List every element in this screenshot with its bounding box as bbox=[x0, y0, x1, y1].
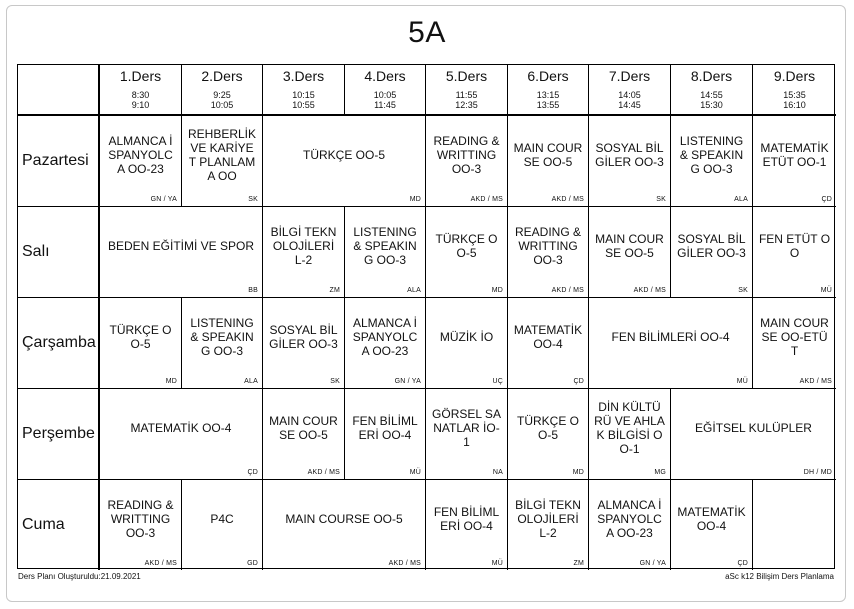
lesson-cell[interactable] bbox=[426, 207, 508, 298]
lesson-teacher: ZM bbox=[329, 287, 340, 294]
period-start-time: 9:25 bbox=[213, 90, 231, 100]
period-end-time: 15:30 bbox=[700, 100, 723, 110]
lesson-teacher: MÜ bbox=[820, 287, 832, 294]
period-start-time: 10:15 bbox=[292, 90, 315, 100]
period-start-time: 14:05 bbox=[618, 90, 641, 100]
day-label: Perşembe bbox=[18, 389, 100, 480]
day-label: Salı bbox=[18, 207, 100, 298]
lesson-subject: FEN ETÜT OO bbox=[758, 232, 831, 260]
lesson-cell[interactable] bbox=[345, 389, 426, 480]
lesson-cell[interactable] bbox=[589, 389, 671, 480]
lesson-teacher: GN / YA bbox=[150, 196, 177, 203]
lesson-cell[interactable] bbox=[100, 480, 182, 570]
period-end-time: 14:45 bbox=[618, 100, 641, 110]
lesson-subject: EĞİTSEL KULÜPLER bbox=[695, 421, 812, 435]
lesson-cell[interactable] bbox=[426, 480, 508, 570]
lesson-subject: MATEMATİK OO-4 bbox=[677, 505, 746, 533]
lesson-teacher: AKD / MS bbox=[551, 196, 584, 203]
lesson-teacher: GD bbox=[247, 560, 258, 567]
lesson-teacher: MD bbox=[491, 287, 503, 294]
lesson-cell[interactable] bbox=[671, 389, 836, 480]
lesson-cell[interactable] bbox=[263, 298, 345, 389]
lesson-teacher: MÜ bbox=[736, 378, 748, 385]
period-name: 2.Ders bbox=[201, 68, 243, 84]
lesson-cell[interactable] bbox=[100, 207, 263, 298]
lesson-teacher: ÇD bbox=[821, 196, 832, 203]
class-title: 5A bbox=[408, 16, 446, 49]
lesson-teacher: AKD / MS bbox=[307, 469, 340, 476]
lesson-teacher: MD bbox=[409, 196, 421, 203]
lesson-teacher: GN / YA bbox=[639, 560, 666, 567]
period-header bbox=[182, 65, 263, 116]
period-start-time: 8:30 bbox=[131, 90, 150, 100]
lesson-subject: GÖRSEL SANATLAR İO-1 bbox=[432, 407, 501, 449]
period-name: 4.Ders bbox=[364, 68, 406, 84]
lesson-teacher: ÇD bbox=[737, 560, 748, 567]
lesson-teacher: NA bbox=[492, 469, 503, 476]
lesson-cell[interactable] bbox=[508, 207, 589, 298]
lesson-subject: MAIN COURSE OO-5 bbox=[269, 414, 338, 442]
period-header bbox=[100, 65, 182, 116]
lesson-cell[interactable] bbox=[508, 480, 589, 570]
period-end-time: 10:05 bbox=[210, 100, 234, 110]
period-end-time: 11:45 bbox=[374, 100, 396, 110]
lesson-teacher: ZM bbox=[573, 560, 584, 567]
lesson-cell[interactable] bbox=[671, 207, 753, 298]
lesson-subject: READING & WRITTING OO-3 bbox=[514, 225, 581, 267]
lesson-cell[interactable] bbox=[182, 298, 263, 389]
lesson-subject: READING & WRITTING OO-3 bbox=[433, 134, 500, 176]
software-credit: aSc k12 Bilişim Ders Planlama bbox=[725, 572, 834, 581]
lesson-subject: MATEMATİK OO-4 bbox=[513, 323, 583, 351]
lesson-teacher: MD bbox=[165, 378, 177, 385]
lesson-subject: LISTENING & SPEAKING OO-3 bbox=[190, 316, 254, 358]
lesson-cell[interactable] bbox=[100, 389, 263, 480]
lesson-teacher: AKD / MS bbox=[633, 287, 666, 294]
period-start-time: 11:55 bbox=[455, 90, 478, 100]
period-start-time: 15:35 bbox=[783, 90, 806, 100]
lesson-teacher: MD bbox=[572, 469, 584, 476]
lesson-subject: TÜRKÇE OO-5 bbox=[109, 323, 172, 351]
created-date: Ders Planı Oluşturuldu:21.09.2021 bbox=[18, 572, 141, 581]
period-header bbox=[508, 65, 589, 116]
lesson-subject: MATEMATİK ETÜT OO-1 bbox=[760, 141, 829, 169]
period-header bbox=[263, 65, 345, 116]
period-name: 9.Ders bbox=[773, 68, 816, 84]
day-label: Cuma bbox=[18, 480, 100, 570]
lesson-cell[interactable] bbox=[100, 298, 182, 389]
lesson-cell[interactable] bbox=[671, 480, 753, 570]
lesson-subject: MAIN COURSE OO-5 bbox=[595, 232, 664, 260]
lesson-cell[interactable] bbox=[345, 207, 426, 298]
lesson-cell[interactable] bbox=[753, 480, 836, 570]
lesson-subject: MAIN COURSE OO-ETÜT bbox=[760, 316, 829, 358]
lesson-subject: BİLGİ TEKNOLOJİLERİ L-2 bbox=[515, 498, 581, 540]
lesson-subject: ALMANCA İSPANYOLCA OO-23 bbox=[352, 316, 418, 358]
lesson-teacher: MÜ bbox=[491, 560, 503, 567]
lesson-cell[interactable] bbox=[100, 116, 182, 207]
period-end-time: 13:55 bbox=[536, 100, 560, 110]
lesson-teacher: SK bbox=[656, 196, 666, 203]
lesson-subject: FEN BİLİMLERİ OO-4 bbox=[433, 505, 500, 533]
period-name: 7.Ders bbox=[608, 68, 651, 84]
lesson-cell[interactable] bbox=[508, 298, 589, 389]
lesson-subject: TÜRKÇE OO-5 bbox=[302, 148, 385, 162]
lesson-teacher: SK bbox=[248, 196, 258, 203]
lesson-subject: MAIN COURSE OO-5 bbox=[513, 141, 583, 169]
day-label: Pazartesi bbox=[18, 116, 100, 207]
period-header bbox=[589, 65, 671, 116]
lesson-teacher: MÜ bbox=[409, 469, 421, 476]
lesson-teacher: DH / MD bbox=[803, 469, 832, 476]
lesson-cell[interactable] bbox=[589, 116, 671, 207]
period-end-time: 9:10 bbox=[131, 100, 150, 110]
period-name: 6.Ders bbox=[527, 68, 569, 84]
lesson-subject: LISTENING & SPEAKING OO-3 bbox=[679, 134, 744, 176]
period-end-time: 12:35 bbox=[455, 100, 478, 110]
lesson-subject: SOSYAL BİLGİLER OO-3 bbox=[677, 232, 746, 260]
lesson-subject: TÜRKÇE OO-5 bbox=[516, 414, 579, 442]
lesson-subject: P4C bbox=[210, 512, 234, 526]
lesson-teacher: SK bbox=[738, 287, 748, 294]
lesson-subject: LISTENING & SPEAKING OO-3 bbox=[353, 225, 417, 267]
lesson-cell[interactable] bbox=[182, 116, 263, 207]
lesson-teacher: UÇ bbox=[492, 378, 503, 385]
lesson-cell[interactable] bbox=[753, 116, 836, 207]
period-start-time: 10:05 bbox=[373, 90, 397, 100]
lesson-cell[interactable] bbox=[426, 389, 508, 480]
lesson-cell[interactable] bbox=[426, 116, 508, 207]
period-start-time: 14:55 bbox=[700, 90, 723, 100]
lesson-cell[interactable] bbox=[671, 116, 753, 207]
lesson-teacher: ÇD bbox=[573, 378, 584, 385]
period-name: 3.Ders bbox=[282, 68, 325, 84]
lesson-cell[interactable] bbox=[753, 207, 836, 298]
period-name: 1.Ders bbox=[119, 68, 162, 84]
lesson-cell[interactable] bbox=[263, 207, 345, 298]
lesson-cell[interactable] bbox=[263, 480, 426, 570]
period-header bbox=[345, 65, 426, 116]
timetable-grid bbox=[17, 64, 835, 569]
lesson-cell[interactable] bbox=[589, 298, 753, 389]
lesson-cell[interactable] bbox=[508, 116, 589, 207]
period-end-time: 16:10 bbox=[783, 100, 806, 110]
lesson-teacher: AKD / MS bbox=[144, 560, 177, 567]
lesson-subject: SOSYAL BİLGİLER OO-3 bbox=[595, 141, 664, 169]
lesson-cell[interactable] bbox=[589, 207, 671, 298]
lesson-subject bbox=[755, 480, 834, 558]
lesson-subject: SOSYAL BİLGİLER OO-3 bbox=[269, 323, 338, 351]
lesson-cell[interactable] bbox=[182, 480, 263, 570]
lesson-teacher: ALA bbox=[244, 378, 258, 385]
period-name: 8.Ders bbox=[690, 68, 733, 84]
lesson-subject: BİLGİ TEKNOLOJİLERİ L-2 bbox=[270, 225, 337, 267]
lesson-cell[interactable] bbox=[263, 116, 426, 207]
lesson-teacher: GN / YA bbox=[394, 378, 421, 385]
lesson-subject: FEN BİLİMLERİ OO-4 bbox=[611, 330, 730, 344]
period-name: 5.Ders bbox=[445, 68, 488, 84]
lesson-subject: MAIN COURSE OO-5 bbox=[285, 512, 403, 526]
lesson-cell[interactable] bbox=[508, 389, 589, 480]
lesson-teacher: ÇD bbox=[247, 469, 258, 476]
lesson-subject: REHBERLİK VE KARİYET PLANLAMA OO bbox=[187, 127, 257, 183]
lesson-teacher: AKD / MS bbox=[799, 378, 832, 385]
lesson-subject: ALMANCA İSPANYOLCA OO-23 bbox=[597, 498, 662, 540]
lesson-cell[interactable] bbox=[589, 480, 671, 570]
lesson-subject: TÜRKÇE OO-5 bbox=[435, 232, 498, 260]
lesson-subject: READING & WRITTING OO-3 bbox=[107, 498, 174, 540]
lesson-cell[interactable] bbox=[345, 298, 426, 389]
lesson-subject: ALMANCA İSPANYOLCA OO-23 bbox=[108, 134, 173, 176]
lesson-teacher: ALA bbox=[407, 287, 421, 294]
lesson-teacher: ALA bbox=[734, 196, 748, 203]
lesson-teacher: AKD / MS bbox=[388, 560, 421, 567]
lesson-subject: DİN KÜLTÜRÜ VE AHLAK BİLGİSİ OO-1 bbox=[594, 400, 665, 456]
lesson-subject: MATEMATİK OO-4 bbox=[130, 421, 232, 435]
lesson-cell[interactable] bbox=[263, 389, 345, 480]
corner-cell bbox=[18, 65, 100, 116]
period-end-time: 10:55 bbox=[292, 100, 315, 110]
period-header bbox=[426, 65, 508, 116]
lesson-teacher: AKD / MS bbox=[470, 196, 503, 203]
period-header bbox=[753, 65, 836, 116]
lesson-cell[interactable] bbox=[426, 298, 508, 389]
lesson-subject: BEDEN EĞİTİMİ VE SPOR bbox=[107, 239, 255, 253]
day-label: Çarşamba bbox=[18, 298, 100, 389]
period-header bbox=[671, 65, 753, 116]
lesson-subject: FEN BİLİMLERİ OO-4 bbox=[352, 414, 418, 442]
lesson-cell[interactable] bbox=[753, 298, 836, 389]
lesson-teacher: BB bbox=[248, 287, 258, 294]
lesson-subject: MÜZİK İO bbox=[439, 330, 494, 344]
lesson-teacher: MG bbox=[654, 469, 666, 476]
period-start-time: 13:15 bbox=[536, 90, 560, 100]
lesson-teacher: SK bbox=[330, 378, 340, 385]
lesson-teacher: AKD / MS bbox=[551, 287, 584, 294]
